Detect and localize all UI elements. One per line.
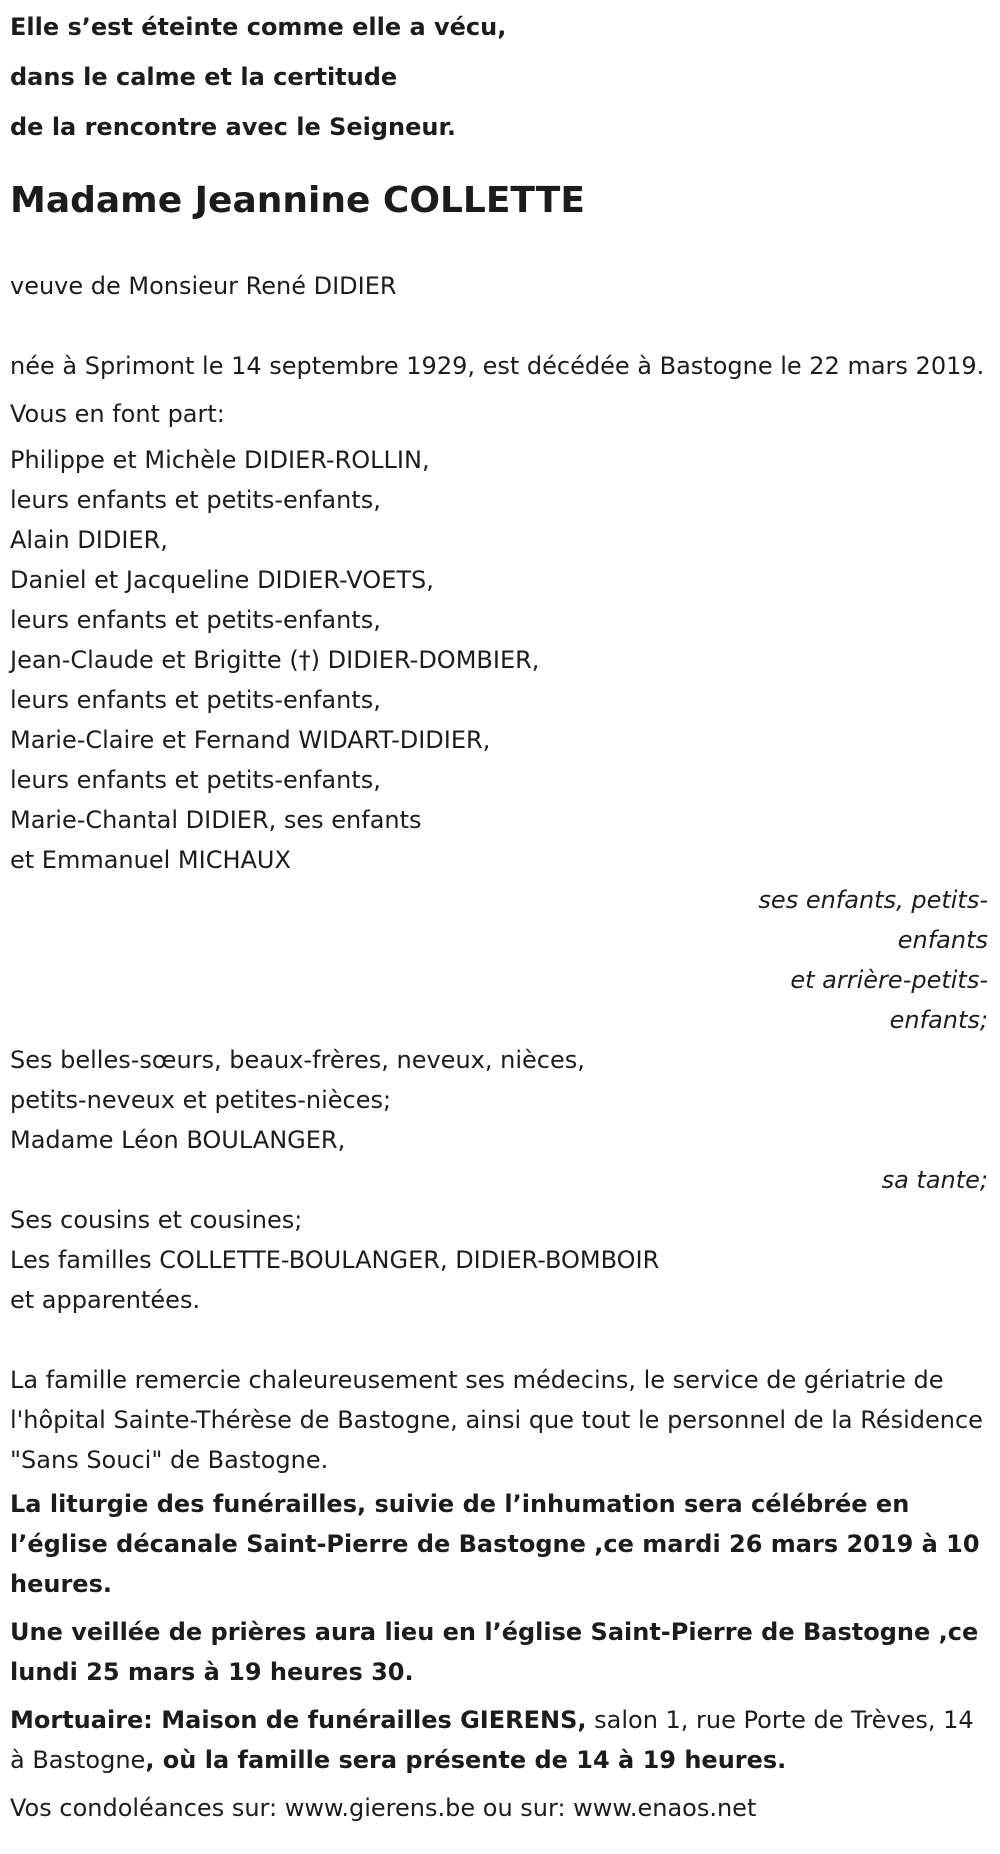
liturgy-paragraph: La liturgie des funérailles, suivie de l’inhumation sera célébrée en l’église décanale Saint-Pierre de Bastogne ,ce mardi 26 mars 2019 à 10 heures. <box>10 1490 980 1598</box>
relative-line: petits-neveux et petites-nièces; <box>10 1086 392 1114</box>
family-line: et Emmanuel MICHAUX <box>10 846 291 874</box>
vigil-paragraph: Une veillée de prières aura lieu en l’église Saint-Pierre de Bastogne ,ce lundi 25 mars à 19 heures 30. <box>10 1618 979 1686</box>
family-note-line: ses enfants, petits- <box>758 886 988 914</box>
cousin-line: Les familles COLLETTE-BOULANGER, DIDIER-BOMBOIR <box>10 1246 660 1274</box>
thanks-paragraph: La famille remercie chaleureusement ses médecins, le service de gériatrie de l'hôpital Sainte-Thérèse de Bastogne, ainsi que tout le personnel de la Résidence "Sans Souci" de Bastogne. <box>10 1366 983 1474</box>
mortuary-address: salon 1, rue Porte de Trèves, 14 à Bastogne <box>10 1706 974 1774</box>
mortuary-label: Mortuaire: Maison de funérailles GIERENS, <box>10 1706 587 1734</box>
family-role-note <box>748 880 988 1040</box>
family-line: Marie-Claire et Fernand WIDART-DIDIER, <box>10 726 491 754</box>
deceased-name: Madame Jeannine COLLETTE <box>10 180 585 221</box>
cousin-line: Ses cousins et cousines; <box>10 1206 303 1234</box>
cousin-line: et apparentées. <box>10 1286 201 1314</box>
announce: Vous en font part: <box>10 400 225 428</box>
relatives-list <box>10 1040 988 1160</box>
family-list <box>10 440 988 880</box>
birth-death: née à Sprimont le 14 septembre 1929, est décédée à Bastogne le 22 mars 2019. <box>10 352 985 380</box>
obituary-content <box>10 2 988 1828</box>
family-line: Philippe et Michèle DIDIER-ROLLIN, <box>10 446 430 474</box>
mortuary-paragraph <box>10 1700 988 1780</box>
family-line: leurs enfants et petits-enfants, <box>10 766 381 794</box>
family-line: Alain DIDIER, <box>10 526 168 554</box>
cousins-list <box>10 1200 988 1320</box>
family-note-line: enfants <box>897 926 988 954</box>
relative-line: Madame Léon BOULANGER, <box>10 1126 346 1154</box>
intro-line-2: dans le calme et la certitude <box>10 63 398 91</box>
intro-line-3: de la rencontre avec le Seigneur. <box>10 113 457 141</box>
family-line: leurs enfants et petits-enfants, <box>10 606 381 634</box>
intro-quote <box>10 2 988 152</box>
intro-line-1: Elle s’est éteinte comme elle a vécu, <box>10 13 507 41</box>
family-line: leurs enfants et petits-enfants, <box>10 486 381 514</box>
family-line: Jean-Claude et Brigitte (†) DIDIER-DOMBIER, <box>10 646 540 674</box>
relative-line: Ses belles-sœurs, beaux-frères, neveux, nièces, <box>10 1046 585 1074</box>
family-note-line: enfants; <box>889 1006 988 1034</box>
family-note-line: et arrière-petits- <box>790 966 988 994</box>
mortuary-presence: , où la famille sera présente de 14 à 19 heures. <box>145 1746 787 1774</box>
aunt-note: sa tante; <box>881 1166 988 1194</box>
family-line: leurs enfants et petits-enfants, <box>10 686 381 714</box>
condolences-line: Vos condoléances sur: www.gierens.be ou sur: www.enaos.net <box>10 1794 757 1822</box>
section-spacer <box>10 1320 988 1360</box>
family-line: Daniel et Jacqueline DIDIER-VOETS, <box>10 566 434 594</box>
family-line: Marie-Chantal DIDIER, ses enfants <box>10 806 422 834</box>
widow-of: veuve de Monsieur René DIDIER <box>10 272 397 300</box>
